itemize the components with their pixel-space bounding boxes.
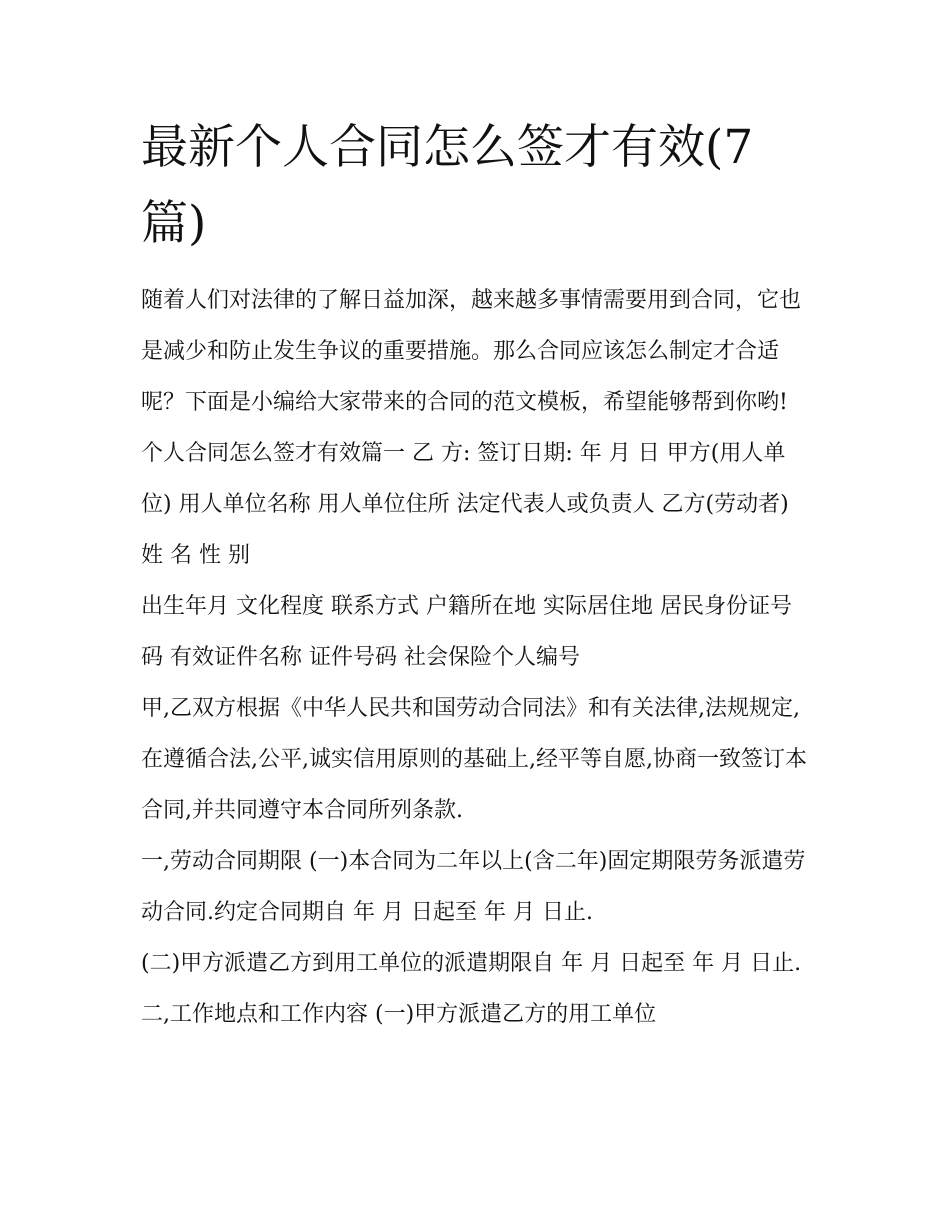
paragraph-personal-info: 出生年月 文化程度 联系方式 户籍所在地 实际居住地 居民身份证号码 有效证件名称 证件号码 社会保险个人编号 (141, 594, 792, 670)
document-body (141, 275, 813, 1040)
paragraph-contract-term: 一,劳动合同期限 (一)本合同为二年以上(含二年)固定期限劳务派遣劳动合同.约定合同期自 年 月 日起至 年 月 日止. (141, 849, 806, 925)
document-title: 最新个人合同怎么签才有效(7篇) (141, 120, 754, 251)
paragraph-dispatch-term: (二)甲方派遣乙方到用工单位的派遣期限自 年 月 日起至 年 月 日止. 二,工作地点和工作内容 (一)甲方派遣乙方的用工单位 (141, 951, 802, 1027)
paragraph-parties: 个人合同怎么签才有效篇一 乙 方: 签订日期: 年 月 日 甲方(用人单位) 用人单位名称 用人单位住所 法定代表人或负责人 乙方(劳动者) 姓 名 性 别 (141, 441, 789, 568)
paragraph-intro: 随着人们对法律的了解日益加深，越来越多事情需要用到合同，它也是减少和防止发生争议的重要措施。那么合同应该怎么制定才合适呢？下面是小编给大家带来的合同的范文模板，希望能够帮到你哟! (141, 288, 802, 415)
paragraph-legal-basis: 甲,乙双方根据《中华人民共和国劳动合同法》和有关法律,法规规定,在遵循合法,公平,诚实信用原则的基础上,经平等自愿,协商一致签订本合同,并共同遵守本合同所列条款. (141, 696, 807, 823)
